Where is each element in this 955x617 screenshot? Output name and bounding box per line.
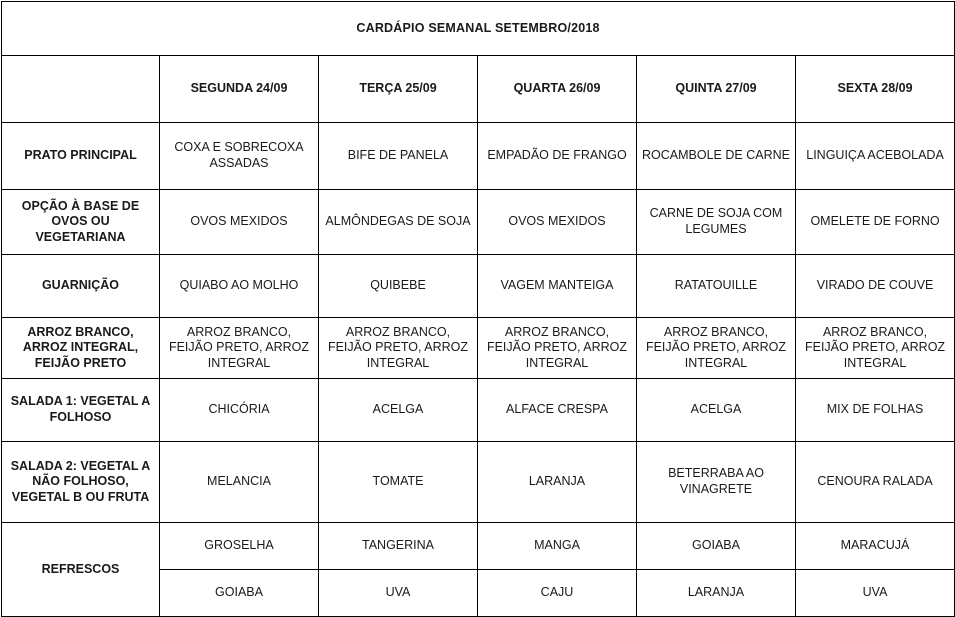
cell-opcao-tuesday: ALMÔNDEGAS DE SOJA: [319, 190, 478, 255]
cell-salada1-wednesday: ALFACE CRESPA: [478, 379, 637, 442]
day-header-friday: SEXTA 28/09: [796, 56, 955, 123]
document-title: CARDÁPIO SEMANAL SETEMBRO/2018: [2, 2, 955, 56]
cell-arroz-monday: ARROZ BRANCO, FEIJÃO PRETO, ARROZ INTEGRAL: [160, 318, 319, 379]
cell-prato-friday: LINGUIÇA ACEBOLADA: [796, 123, 955, 190]
cell-guarnicao-tuesday: QUIBEBE: [319, 255, 478, 318]
table-row-guarnicao: [2, 255, 955, 318]
cell-salada2-wednesday: LARANJA: [478, 442, 637, 523]
cell-salada1-monday: CHICÓRIA: [160, 379, 319, 442]
cell-refresco1-thursday: GOIABA: [637, 523, 796, 570]
cell-opcao-monday: OVOS MEXIDOS: [160, 190, 319, 255]
cell-salada2-tuesday: TOMATE: [319, 442, 478, 523]
cell-refresco2-friday: UVA: [796, 570, 955, 617]
cell-refresco1-friday: MARACUJÁ: [796, 523, 955, 570]
day-header-tuesday: TERÇA 25/09: [319, 56, 478, 123]
cell-arroz-wednesday: ARROZ BRANCO, FEIJÃO PRETO, ARROZ INTEGRAL: [478, 318, 637, 379]
cell-salada2-friday: CENOURA RALADA: [796, 442, 955, 523]
row-label-salada-2: SALADA 2: VEGETAL A NÃO FOLHOSO, VEGETAL B OU FRUTA: [2, 442, 160, 523]
day-header-monday: SEGUNDA 24/09: [160, 56, 319, 123]
weekly-menu-table: [1, 1, 955, 617]
cell-refresco2-tuesday: UVA: [319, 570, 478, 617]
table-row-prato-principal: [2, 123, 955, 190]
row-label-prato-principal: PRATO PRINCIPAL: [2, 123, 160, 190]
cell-refresco1-monday: GROSELHA: [160, 523, 319, 570]
cell-refresco1-tuesday: TANGERINA: [319, 523, 478, 570]
cell-guarnicao-friday: VIRADO DE COUVE: [796, 255, 955, 318]
day-header-thursday: QUINTA 27/09: [637, 56, 796, 123]
cell-arroz-thursday: ARROZ BRANCO, FEIJÃO PRETO, ARROZ INTEGRAL: [637, 318, 796, 379]
row-label-opcao-ovos: OPÇÃO À BASE DE OVOS OU VEGETARIANA: [2, 190, 160, 255]
table-row-arroz-feijao: [2, 318, 955, 379]
cell-prato-tuesday: BIFE DE PANELA: [319, 123, 478, 190]
cell-opcao-friday: OMELETE DE FORNO: [796, 190, 955, 255]
cell-prato-thursday: ROCAMBOLE DE CARNE: [637, 123, 796, 190]
table-row-salada-1: [2, 379, 955, 442]
row-label-guarnicao: GUARNIÇÃO: [2, 255, 160, 318]
title-row: [2, 2, 955, 56]
cell-opcao-wednesday: OVOS MEXIDOS: [478, 190, 637, 255]
table-row-opcao-ovos: [2, 190, 955, 255]
cell-prato-wednesday: EMPADÃO DE FRANGO: [478, 123, 637, 190]
table-corner-cell: [2, 56, 160, 123]
row-label-refrescos: REFRESCOS: [2, 523, 160, 617]
cell-salada1-thursday: ACELGA: [637, 379, 796, 442]
table-row-refrescos-1: [2, 523, 955, 570]
menu-document: [0, 1, 955, 600]
cell-guarnicao-thursday: RATATOUILLE: [637, 255, 796, 318]
row-label-salada-1: SALADA 1: VEGETAL A FOLHOSO: [2, 379, 160, 442]
cell-prato-monday: COXA E SOBRECOXA ASSADAS: [160, 123, 319, 190]
cell-salada1-friday: MIX DE FOLHAS: [796, 379, 955, 442]
cell-salada1-tuesday: ACELGA: [319, 379, 478, 442]
cell-guarnicao-wednesday: VAGEM MANTEIGA: [478, 255, 637, 318]
cell-salada2-monday: MELANCIA: [160, 442, 319, 523]
row-label-arroz-feijao: ARROZ BRANCO, ARROZ INTEGRAL, FEIJÃO PRETO: [2, 318, 160, 379]
cell-refresco2-thursday: LARANJA: [637, 570, 796, 617]
table-row-salada-2: [2, 442, 955, 523]
cell-arroz-tuesday: ARROZ BRANCO, FEIJÃO PRETO, ARROZ INTEGRAL: [319, 318, 478, 379]
cell-salada2-thursday: BETERRABA AO VINAGRETE: [637, 442, 796, 523]
cell-arroz-friday: ARROZ BRANCO, FEIJÃO PRETO, ARROZ INTEGRAL: [796, 318, 955, 379]
cell-opcao-thursday: CARNE DE SOJA COM LEGUMES: [637, 190, 796, 255]
header-row: [2, 56, 955, 123]
cell-refresco2-monday: GOIABA: [160, 570, 319, 617]
cell-refresco1-wednesday: MANGA: [478, 523, 637, 570]
cell-refresco2-wednesday: CAJU: [478, 570, 637, 617]
day-header-wednesday: QUARTA 26/09: [478, 56, 637, 123]
cell-guarnicao-monday: QUIABO AO MOLHO: [160, 255, 319, 318]
